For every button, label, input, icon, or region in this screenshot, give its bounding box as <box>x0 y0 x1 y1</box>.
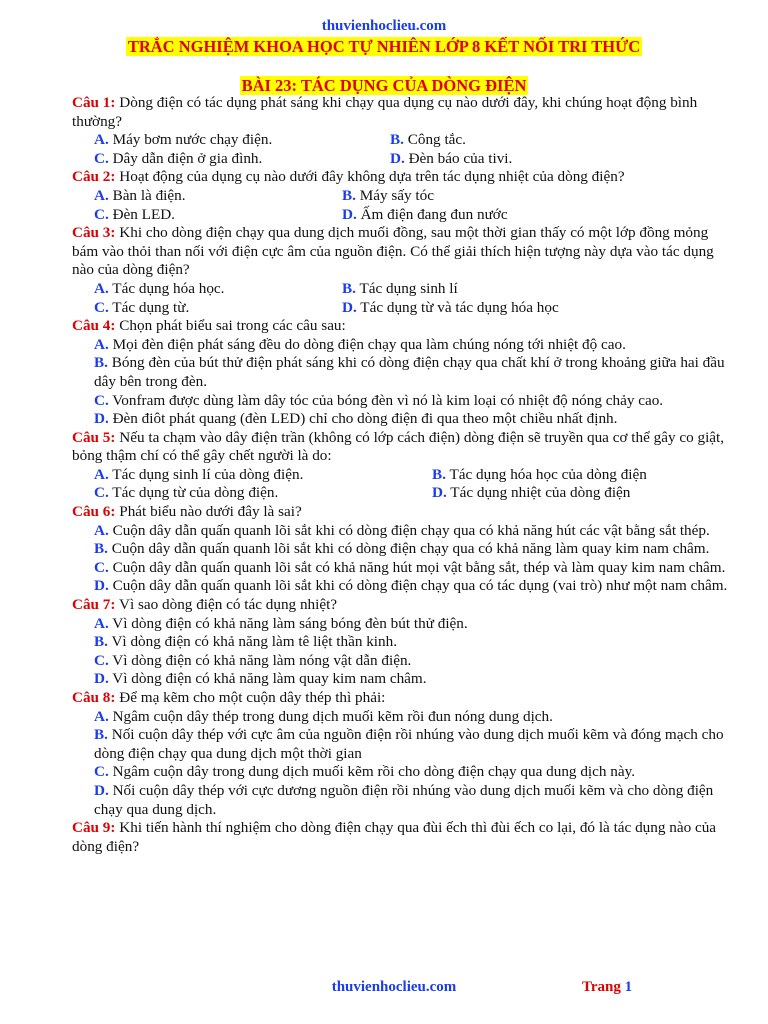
option-letter: A. <box>94 521 109 539</box>
option-d <box>72 670 732 689</box>
option-letter: B. <box>94 633 108 651</box>
option-text: Cuộn dây dẫn quấn quanh lõi sắt khi có dòng điện chạy qua có tác dụng (vai trò) như một nam châm. <box>112 577 728 595</box>
option-text: Cuộn dây dẫn quấn quanh lõi sắt khi có dòng điện chạy qua có khả năng làm quay kim nam châm. <box>111 540 710 558</box>
option-a <box>94 466 432 485</box>
option-text: Tác dụng sinh lí của dòng điện. <box>112 465 304 483</box>
option-b <box>72 354 732 391</box>
option-text: Bàn là điện. <box>112 186 186 204</box>
option-d <box>432 484 630 503</box>
option-letter: A. <box>94 707 109 725</box>
option-c <box>72 763 732 782</box>
option-letter: D. <box>342 205 357 223</box>
option-letter: D. <box>390 149 405 167</box>
option-text: Ấm điện đang đun nước <box>360 205 508 223</box>
option-text: Tác dụng nhiệt của dòng điện <box>450 484 631 502</box>
option-letter: B. <box>94 540 108 558</box>
option-letter: A. <box>94 465 109 483</box>
option-letter: C. <box>94 651 109 669</box>
option-text: Ngâm cuộn dây thép trong dung dịch muối kẽm rồi đun nóng dung dịch. <box>112 707 553 725</box>
option-a <box>72 615 732 634</box>
question-text: Khi tiến hành thí nghiệm cho dòng điện chạy qua đùi ếch thì đùi ếch co lại, đó là tác dụng nào của dòng điện? <box>72 819 717 855</box>
option-text: Tác dụng sinh lí <box>359 279 458 297</box>
option-text: Vì dòng điện có khả năng làm quay kim nam châm. <box>112 670 427 688</box>
option-a <box>72 708 732 727</box>
option-text: Dây dẫn điện ở gia đình. <box>112 149 263 167</box>
option-letter: C. <box>94 763 109 781</box>
option-text: Nối cuộn dây thép với cực âm của nguồn điện rồi nhúng vào dung dịch muối kẽm và đóng mạch cho dòng điện chạy qua dung dịch một thời gian <box>94 726 724 762</box>
option-text: Tác dụng từ của dòng điện. <box>112 484 279 502</box>
option-letter: B. <box>94 354 108 372</box>
option-text: Vonfram được dùng làm dây tóc của bóng đèn vì nó là kim loại có nhiệt độ nóng chảy cao. <box>112 391 664 409</box>
question-text: Vì sao dòng điện có tác dụng nhiệt? <box>119 596 338 614</box>
question-text: Chọn phát biểu sai trong các câu sau: <box>119 317 346 335</box>
option-text: Công tắc. <box>407 131 466 149</box>
option-a <box>72 336 732 355</box>
question-label: Câu 6: <box>72 503 116 521</box>
option-b <box>432 466 647 485</box>
option-letter: A. <box>94 335 109 353</box>
option-letter: C. <box>94 298 109 316</box>
option-text: Vì dòng điện có khả năng làm nóng vật dẫn điện. <box>112 651 412 669</box>
question-6 <box>72 503 732 522</box>
option-letter: C. <box>94 391 109 409</box>
option-letter: D. <box>94 410 109 428</box>
option-text: Máy sấy tóc <box>359 186 434 204</box>
option-text: Nối cuộn dây thép với cực dương nguồn điện rồi nhúng vào dung dịch muối kẽm và cho dòng điện chạy qua dung dịch. <box>94 781 714 818</box>
option-c <box>94 206 342 225</box>
option-text: Máy bơm nước chạy điện. <box>112 131 273 149</box>
lesson-title-text: BÀI 23: TÁC DỤNG CỦA DÒNG ĐIỆN <box>241 76 527 95</box>
document-title <box>0 37 768 57</box>
question-label: Câu 9: <box>72 819 116 837</box>
question-4 <box>72 317 732 336</box>
option-a <box>94 131 390 150</box>
question-text: Nếu ta chạm vào dây điện trần (không có lớp cách điện) dòng điện sẽ truyền qua cơ thể gây co giật, bỏng thậm chí có thể gây chết người là do: <box>72 428 725 465</box>
question-label: Câu 2: <box>72 168 116 186</box>
page-label: Trang <box>582 979 621 995</box>
question-label: Câu 7: <box>72 596 116 614</box>
option-b <box>342 187 434 206</box>
option-letter: B. <box>94 726 108 744</box>
options-row <box>72 466 732 485</box>
option-letter: C. <box>94 558 109 576</box>
option-text: Đèn báo của tivi. <box>408 149 513 167</box>
question-label: Câu 8: <box>72 689 116 706</box>
question-8 <box>72 689 732 708</box>
option-c <box>72 652 732 671</box>
question-text: Phát biểu nào dưới đây là sai? <box>119 503 302 521</box>
option-text: Ngâm cuộn dây trong dung dịch muối kẽm rồi cho dòng điện chạy qua dung dịch này. <box>112 763 636 781</box>
option-letter: C. <box>94 205 109 223</box>
option-c <box>72 392 732 411</box>
question-label: Câu 1: <box>72 94 116 111</box>
options-row <box>72 187 732 206</box>
question-text: Để mạ kẽm cho một cuộn dây thép thì phải: <box>119 689 386 706</box>
option-letter: B. <box>342 279 356 297</box>
footer-site-link[interactable]: thuvienhoclieu.com <box>331 979 457 995</box>
question-5 <box>72 429 732 466</box>
option-text: Tác dụng hóa học của dòng điện <box>449 465 647 483</box>
option-text: Cuộn dây dẫn quấn quanh lõi sắt có khả năng hút mọi vật bằng sắt, thép và làm quay kim nam châm. <box>112 558 726 576</box>
option-letter: A. <box>94 186 109 204</box>
option-d <box>342 299 559 318</box>
option-letter: C. <box>94 484 109 502</box>
question-2 <box>72 168 732 187</box>
option-b <box>72 726 732 763</box>
option-letter: B. <box>342 186 356 204</box>
options-row <box>72 484 732 503</box>
page-number-value: 1 <box>624 979 633 995</box>
question-7 <box>72 596 732 615</box>
question-label: Câu 3: <box>72 224 116 242</box>
option-text: Đèn điôt phát quang (đèn LED) chỉ cho dòng điện đi qua theo một chiều nhất định. <box>112 410 618 428</box>
option-d <box>72 410 732 429</box>
option-text: Tác dụng từ và tác dụng hóa học <box>360 298 559 316</box>
question-label: Câu 4: <box>72 317 116 335</box>
option-d <box>342 206 508 225</box>
option-d <box>72 782 732 819</box>
option-letter: D. <box>94 670 109 688</box>
option-d <box>390 150 512 169</box>
question-text: Dòng điện có tác dụng phát sáng khi chạy qua dụng cụ nào dưới đây, khi chúng hoạt động bình thường? <box>72 94 698 130</box>
options-row <box>72 150 732 169</box>
option-b <box>72 540 732 559</box>
option-text: Tác dụng từ. <box>112 298 190 316</box>
option-d <box>72 577 732 596</box>
option-letter: A. <box>94 614 109 632</box>
page-number <box>582 979 632 996</box>
option-text: Đèn LED. <box>112 205 175 223</box>
document-title-text: TRẮC NGHIỆM KHOA HỌC TỰ NHIÊN LỚP 8 KẾT NỐI TRI THỨC <box>127 37 641 56</box>
options-row <box>72 206 732 225</box>
question-text: Khi cho dòng điện chạy qua dung dịch muối đồng, sau một thời gian thấy có một lớp đồng mỏng bám vào thỏi than nối với điện cực âm của nguồn điện. Có thể giải thích hiện tượng này dựa vào tác dụng nào của dòng điện? <box>72 224 714 279</box>
option-b <box>342 280 458 299</box>
option-c <box>94 484 432 503</box>
header-site-link[interactable]: thuvienhoclieu.com <box>321 18 447 34</box>
option-letter: B. <box>432 465 446 483</box>
option-text: Vì dòng điện có khả năng làm sáng bóng đèn bút thử điện. <box>112 614 468 632</box>
option-a <box>94 280 342 299</box>
question-9 <box>72 819 732 856</box>
question-text: Hoạt động của dụng cụ nào dưới đây không dựa trên tác dụng nhiệt của dòng điện? <box>119 168 625 186</box>
option-text: Mọi đèn điện phát sáng đều do dòng điện chạy qua làm chúng nóng tới nhiệt độ cao. <box>112 335 626 353</box>
lesson-title <box>0 76 768 96</box>
option-c <box>72 559 732 578</box>
question-1 <box>72 94 732 131</box>
option-b <box>390 131 466 150</box>
options-row <box>72 131 732 150</box>
option-text: Tác dụng hóa học. <box>112 279 225 297</box>
question-label: Câu 5: <box>72 428 116 446</box>
option-text: Vì dòng điện có khả năng làm tê liệt thần kinh. <box>111 633 398 651</box>
options-row <box>72 280 732 299</box>
option-letter: A. <box>94 279 109 297</box>
option-c <box>94 150 390 169</box>
option-letter: A. <box>94 131 109 149</box>
option-letter: D. <box>342 298 357 316</box>
option-letter: D. <box>432 484 447 502</box>
option-letter: D. <box>94 577 109 595</box>
option-a <box>72 522 732 541</box>
option-letter: D. <box>94 781 109 799</box>
option-text: Bóng đèn của bút thử điện phát sáng khi có dòng điện chạy qua chất khí ở trong khoảng giữa hai đầu dây bên trong đèn. <box>94 354 725 390</box>
questions-list <box>72 94 732 856</box>
option-c <box>94 299 342 318</box>
option-letter: B. <box>390 131 404 149</box>
options-row <box>72 299 732 318</box>
option-letter: C. <box>94 149 109 167</box>
option-b <box>72 633 732 652</box>
question-3 <box>72 224 732 280</box>
option-a <box>94 187 342 206</box>
option-text: Cuộn dây dẫn quấn quanh lõi sắt khi có dòng điện chạy qua có khả năng hút các vật bằng sắt thép. <box>112 521 710 539</box>
